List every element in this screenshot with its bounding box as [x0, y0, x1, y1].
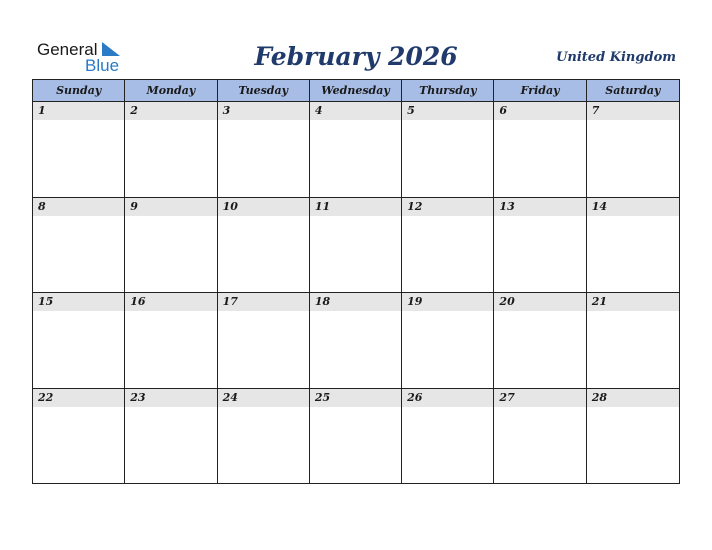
week-row-3 [33, 293, 679, 389]
day-cell [310, 293, 402, 388]
day-cell [587, 293, 679, 388]
day-number: 2 [130, 104, 138, 117]
general-blue-logo [37, 40, 137, 74]
day-number: 14 [591, 199, 608, 213]
day-cell [218, 198, 310, 293]
day-cell [494, 102, 586, 197]
day-number: 18 [314, 295, 331, 308]
day-number: 21 [591, 295, 608, 308]
day-number: 3 [222, 104, 231, 117]
day-number: 8 [38, 199, 46, 213]
day-number: 10 [222, 199, 238, 213]
day-cell [218, 293, 310, 388]
week-row-2 [33, 198, 679, 294]
day-cell [494, 389, 586, 485]
day-number: 16 [130, 295, 146, 308]
country-label: United Kingdom [556, 50, 676, 65]
day-cell [33, 102, 125, 197]
logo-triangle-icon [100, 42, 122, 56]
day-number: 26 [407, 390, 423, 404]
day-cell [125, 293, 217, 388]
day-cell [402, 102, 494, 197]
weekday-header-saturday: Saturday [605, 84, 661, 97]
day-number: 12 [407, 199, 423, 213]
day-number: 1 [38, 104, 46, 117]
day-number: 11 [314, 199, 331, 213]
day-cell [125, 198, 217, 293]
day-cell [218, 102, 310, 197]
day-number: 23 [130, 390, 146, 404]
day-cell [310, 198, 402, 293]
day-cell [125, 389, 217, 485]
day-cell [125, 102, 217, 197]
day-cell [494, 198, 586, 293]
day-number: 24 [222, 390, 238, 404]
day-number: 5 [407, 104, 415, 117]
weekday-header-tuesday: Tuesday [218, 80, 310, 101]
day-number: 25 [314, 390, 331, 404]
logo-text-blue: Blue [85, 56, 120, 75]
day-cell [402, 389, 494, 485]
day-cell [310, 102, 402, 197]
weekday-header-wednesday: Wednesday [310, 80, 402, 101]
day-number: 13 [499, 199, 515, 213]
day-cell [587, 389, 679, 485]
calendar-title: February 2026 [254, 42, 458, 71]
day-number: 6 [499, 104, 508, 117]
week-row-4 [33, 389, 679, 485]
day-number: 17 [222, 295, 238, 308]
weekday-header-thursday: Thursday [402, 80, 494, 101]
week-row-1 [33, 102, 679, 198]
weekday-header-row [33, 80, 679, 102]
day-cell [33, 293, 125, 388]
day-number: 19 [407, 295, 423, 308]
day-cell [402, 293, 494, 388]
day-cell [587, 198, 679, 293]
weekday-header-sunday: Sunday [33, 80, 125, 101]
day-number: 28 [591, 390, 608, 404]
day-number: 15 [38, 295, 54, 308]
day-cell [33, 389, 125, 485]
day-cell [587, 102, 679, 197]
day-cell [33, 198, 125, 293]
weekday-header-friday: Friday [494, 80, 586, 101]
day-number: 20 [499, 295, 515, 308]
weekday-header-monday: Monday [125, 80, 217, 101]
day-cell [218, 389, 310, 485]
day-cell [494, 293, 586, 388]
month-calendar-grid [32, 79, 680, 484]
day-number: 9 [130, 199, 138, 213]
day-number: 27 [499, 390, 515, 404]
day-cell [402, 198, 494, 293]
day-cell [310, 389, 402, 485]
day-number: 22 [38, 390, 54, 404]
day-number: 7 [591, 104, 600, 117]
day-number: 4 [314, 104, 323, 117]
logo-text-general: General [37, 40, 98, 59]
